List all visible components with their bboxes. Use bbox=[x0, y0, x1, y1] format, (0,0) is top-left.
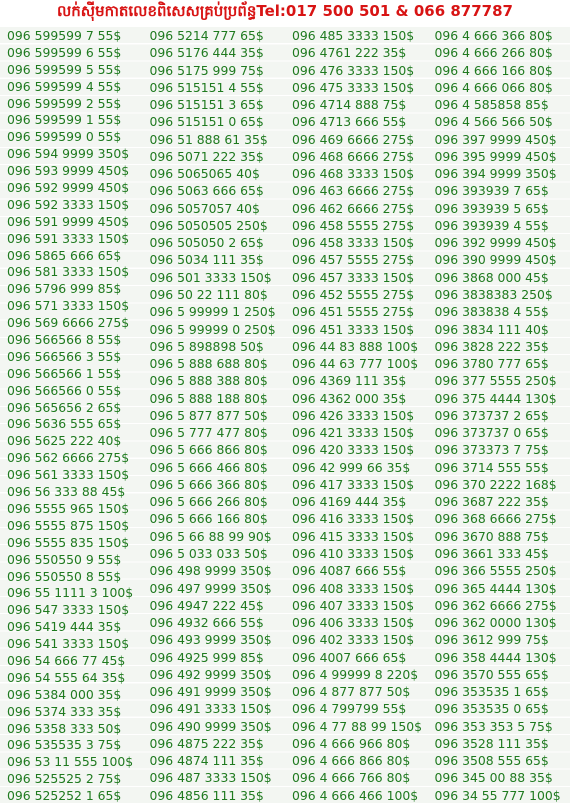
list-item: 096 395 9999 450$ bbox=[434, 148, 557, 164]
list-item: 096 498 9999 350$ bbox=[149, 563, 272, 579]
list-item: 096 373737 2 65$ bbox=[434, 407, 549, 423]
list-item: 096 599599 0 55$ bbox=[7, 129, 122, 145]
list-item: 096 457 5555 275$ bbox=[292, 252, 415, 268]
list-item: 096 408 3333 150$ bbox=[292, 580, 415, 596]
list-item: 096 5034 111 35$ bbox=[149, 252, 264, 268]
list-item: 096 3714 555 55$ bbox=[434, 459, 549, 475]
list-item: 096 4 877 877 50$ bbox=[292, 684, 411, 700]
list-item: 096 5419 444 35$ bbox=[7, 619, 122, 635]
list-item: 096 593 9999 450$ bbox=[7, 163, 130, 179]
list-item: 096 406 3333 150$ bbox=[292, 615, 415, 631]
list-item: 096 5 033 033 50$ bbox=[149, 545, 268, 561]
list-item: 096 4 666 166 80$ bbox=[434, 62, 553, 78]
list-item: 096 491 9999 350$ bbox=[149, 684, 272, 700]
list-item: 096 550550 9 55$ bbox=[7, 551, 122, 567]
list-item: 096 4713 666 55$ bbox=[292, 114, 407, 130]
list-item: 096 3868 000 45$ bbox=[434, 269, 549, 285]
list-item: 096 5 66 88 99 90$ bbox=[149, 528, 272, 544]
column-2 bbox=[143, 27, 286, 804]
list-item: 096 4 666 066 80$ bbox=[434, 79, 553, 95]
list-item: 096 561 3333 150$ bbox=[7, 467, 130, 483]
list-item: 096 5555 875 150$ bbox=[7, 517, 130, 533]
list-item: 096 4856 111 35$ bbox=[149, 787, 264, 803]
list-item: 096 4087 666 55$ bbox=[292, 563, 407, 579]
list-item: 096 3834 111 40$ bbox=[434, 321, 549, 337]
list-item: 096 4 99999 8 220$ bbox=[292, 666, 419, 682]
list-item: 096 5063 666 65$ bbox=[149, 183, 264, 199]
list-item: 096 56 333 88 45$ bbox=[7, 484, 126, 500]
list-item: 096 5 777 477 80$ bbox=[149, 425, 268, 441]
list-item: 096 535535 3 75$ bbox=[7, 737, 122, 753]
list-item: 096 366 5555 250$ bbox=[434, 563, 557, 579]
list-item: 096 5175 999 75$ bbox=[149, 62, 264, 78]
list-item: 096 345 00 88 35$ bbox=[434, 770, 553, 786]
list-item: 096 3828 222 35$ bbox=[434, 338, 549, 354]
list-item: 096 5384 000 35$ bbox=[7, 686, 122, 702]
list-item: 096 392 9999 450$ bbox=[434, 235, 557, 251]
list-item: 096 4007 666 65$ bbox=[292, 649, 407, 665]
list-item: 096 55 1111 3 100$ bbox=[7, 585, 134, 601]
list-item: 096 5 877 877 50$ bbox=[149, 407, 268, 423]
list-item: 096 353535 1 65$ bbox=[434, 684, 549, 700]
list-item: 096 3612 999 75$ bbox=[434, 632, 549, 648]
list-item: 096 383838 4 55$ bbox=[434, 304, 549, 320]
list-item: 096 497 9999 350$ bbox=[149, 580, 272, 596]
list-item: 096 5636 555 65$ bbox=[7, 416, 122, 432]
list-item: 096 3570 555 65$ bbox=[434, 666, 549, 682]
list-item: 096 547 3333 150$ bbox=[7, 602, 130, 618]
list-item: 096 591 3333 150$ bbox=[7, 230, 130, 246]
list-item: 096 5071 222 35$ bbox=[149, 148, 264, 164]
list-item: 096 393939 5 65$ bbox=[434, 200, 549, 216]
list-item: 096 397 9999 450$ bbox=[434, 131, 557, 147]
list-item: 096 4761 222 35$ bbox=[292, 45, 407, 61]
list-item: 096 5 666 166 80$ bbox=[149, 511, 268, 527]
list-item: 096 3661 333 45$ bbox=[434, 545, 549, 561]
list-item: 096 599599 2 55$ bbox=[7, 95, 122, 111]
list-item: 096 402 3333 150$ bbox=[292, 632, 415, 648]
list-item: 096 416 3333 150$ bbox=[292, 511, 415, 527]
list-item: 096 3670 888 75$ bbox=[434, 528, 549, 544]
list-item: 096 5865 666 65$ bbox=[7, 247, 122, 263]
list-item: 096 390 9999 450$ bbox=[434, 252, 557, 268]
list-item: 096 452 5555 275$ bbox=[292, 286, 415, 302]
list-item: 096 5 666 466 80$ bbox=[149, 459, 268, 475]
list-item: 096 426 3333 150$ bbox=[292, 407, 415, 423]
page-title-text: លក់ស៊ីមកាតលេខពិសេសគ្រប់ប្រព័ន្ធTel:017 500 501 & 066 877787 bbox=[57, 2, 513, 20]
list-item: 096 51 888 61 35$ bbox=[149, 131, 268, 147]
list-item: 096 525525 2 75$ bbox=[7, 771, 122, 787]
list-item: 096 353535 0 65$ bbox=[434, 701, 549, 717]
list-item: 096 393939 7 65$ bbox=[434, 183, 549, 199]
list-item: 096 525252 1 65$ bbox=[7, 788, 122, 804]
list-item: 096 44 83 888 100$ bbox=[292, 338, 419, 354]
list-item: 096 394 9999 350$ bbox=[434, 166, 557, 182]
list-item: 096 5 666 866 80$ bbox=[149, 442, 268, 458]
list-item: 096 368 6666 275$ bbox=[434, 511, 557, 527]
list-item: 096 491 3333 150$ bbox=[149, 701, 272, 717]
list-item: 096 562 6666 275$ bbox=[7, 450, 130, 466]
list-item: 096 458 3333 150$ bbox=[292, 235, 415, 251]
list-item: 096 599599 1 55$ bbox=[7, 112, 122, 128]
list-item: 096 5 888 388 80$ bbox=[149, 373, 268, 389]
list-item: 096 4874 111 35$ bbox=[149, 753, 264, 769]
list-item: 096 44 63 777 100$ bbox=[292, 356, 419, 372]
list-item: 096 565656 2 65$ bbox=[7, 399, 122, 415]
list-item: 096 410 3333 150$ bbox=[292, 545, 415, 561]
list-item: 096 5555 835 150$ bbox=[7, 534, 130, 550]
list-item: 096 5 888 188 80$ bbox=[149, 390, 268, 406]
list-item: 096 362 0000 130$ bbox=[434, 615, 557, 631]
list-item: 096 490 9999 350$ bbox=[149, 718, 272, 734]
list-item: 096 4 799799 55$ bbox=[292, 701, 407, 717]
list-item: 096 4925 999 85$ bbox=[149, 649, 264, 665]
list-item: 096 375 4444 130$ bbox=[434, 390, 557, 406]
list-item: 096 370 2222 168$ bbox=[434, 476, 557, 492]
page-title bbox=[0, 0, 570, 26]
list-item: 096 501 3333 150$ bbox=[149, 269, 272, 285]
column-3 bbox=[285, 27, 428, 804]
list-item: 096 485 3333 150$ bbox=[292, 28, 415, 43]
list-item: 096 54 555 64 35$ bbox=[7, 669, 126, 685]
list-item: 096 515151 3 65$ bbox=[149, 97, 264, 113]
list-item: 096 358 4444 130$ bbox=[434, 649, 557, 665]
list-item: 096 4 666 366 80$ bbox=[434, 28, 553, 43]
list-item: 096 4 666 466 100$ bbox=[292, 787, 419, 803]
list-item: 096 420 3333 150$ bbox=[292, 442, 415, 458]
list-item: 096 566566 3 55$ bbox=[7, 348, 122, 364]
list-item: 096 393939 4 55$ bbox=[434, 217, 549, 233]
list-item: 096 592 3333 150$ bbox=[7, 196, 130, 212]
list-item: 096 377 5555 250$ bbox=[434, 373, 557, 389]
list-item: 096 515151 0 65$ bbox=[149, 114, 264, 130]
list-item: 096 3528 111 35$ bbox=[434, 735, 549, 751]
list-item: 096 4369 111 35$ bbox=[292, 373, 407, 389]
list-item: 096 599599 6 55$ bbox=[7, 44, 122, 60]
list-item: 096 415 3333 150$ bbox=[292, 528, 415, 544]
list-item: 096 34 55 777 100$ bbox=[434, 787, 561, 803]
list-item: 096 373373 7 75$ bbox=[434, 442, 549, 458]
list-item: 096 5555 965 150$ bbox=[7, 500, 130, 516]
list-item: 096 594 9999 350$ bbox=[7, 146, 130, 162]
list-item: 096 469 6666 275$ bbox=[292, 131, 415, 147]
column-4 bbox=[428, 27, 570, 804]
list-item: 096 505050 2 65$ bbox=[149, 235, 264, 251]
list-item: 096 5796 999 85$ bbox=[7, 281, 122, 297]
list-item: 096 421 3333 150$ bbox=[292, 425, 415, 441]
price-list bbox=[0, 27, 570, 804]
list-item: 096 3838383 250$ bbox=[434, 286, 553, 302]
list-item: 096 4932 666 55$ bbox=[149, 615, 264, 631]
list-item: 096 566566 8 55$ bbox=[7, 332, 122, 348]
list-item: 096 541 3333 150$ bbox=[7, 636, 130, 652]
list-item: 096 550550 8 55$ bbox=[7, 568, 122, 584]
list-item: 096 407 3333 150$ bbox=[292, 597, 415, 613]
list-item: 096 487 3333 150$ bbox=[149, 770, 272, 786]
list-item: 096 5176 444 35$ bbox=[149, 45, 264, 61]
list-item: 096 592 9999 450$ bbox=[7, 180, 130, 196]
column-1 bbox=[0, 27, 143, 804]
list-item: 096 515151 4 55$ bbox=[149, 79, 264, 95]
list-item: 096 5050505 250$ bbox=[149, 217, 268, 233]
list-item: 096 3687 222 35$ bbox=[434, 494, 549, 510]
list-item: 096 4362 000 35$ bbox=[292, 390, 407, 406]
list-item: 096 451 5555 275$ bbox=[292, 304, 415, 320]
list-item: 096 4 666 866 80$ bbox=[292, 753, 411, 769]
list-item: 096 4169 444 35$ bbox=[292, 494, 407, 510]
list-item: 096 4 566 566 50$ bbox=[434, 114, 553, 130]
list-item: 096 451 3333 150$ bbox=[292, 321, 415, 337]
list-item: 096 462 6666 275$ bbox=[292, 200, 415, 216]
list-item: 096 458 5555 275$ bbox=[292, 217, 415, 233]
list-item: 096 4 666 766 80$ bbox=[292, 770, 411, 786]
list-item: 096 5 99999 1 250$ bbox=[149, 304, 276, 320]
list-item: 096 4 77 88 99 150$ bbox=[292, 718, 423, 734]
list-item: 096 417 3333 150$ bbox=[292, 476, 415, 492]
list-item: 096 4714 888 75$ bbox=[292, 97, 407, 113]
list-item: 096 599599 4 55$ bbox=[7, 78, 122, 94]
list-item: 096 571 3333 150$ bbox=[7, 298, 130, 314]
list-item: 096 4 666 966 80$ bbox=[292, 735, 411, 751]
list-item: 096 353 353 5 75$ bbox=[434, 718, 553, 734]
list-item: 096 5 888 688 80$ bbox=[149, 356, 268, 372]
list-item: 096 5 666 266 80$ bbox=[149, 494, 268, 510]
list-item: 096 566566 0 55$ bbox=[7, 382, 122, 398]
list-item: 096 457 3333 150$ bbox=[292, 269, 415, 285]
list-item: 096 42 999 66 35$ bbox=[292, 459, 411, 475]
list-item: 096 365 4444 130$ bbox=[434, 580, 557, 596]
list-item: 096 5625 222 40$ bbox=[7, 433, 122, 449]
list-item: 096 493 9999 350$ bbox=[149, 632, 272, 648]
list-item: 096 373737 0 65$ bbox=[434, 425, 549, 441]
list-item: 096 4 666 266 80$ bbox=[434, 45, 553, 61]
list-item: 096 54 666 77 45$ bbox=[7, 652, 126, 668]
list-item: 096 463 6666 275$ bbox=[292, 183, 415, 199]
list-item: 096 599599 5 55$ bbox=[7, 61, 122, 77]
list-item: 096 3508 555 65$ bbox=[434, 753, 549, 769]
list-item: 096 53 11 555 100$ bbox=[7, 754, 134, 770]
list-item: 096 5358 333 50$ bbox=[7, 720, 122, 736]
list-item: 096 50 22 111 80$ bbox=[149, 286, 268, 302]
list-item: 096 566566 1 55$ bbox=[7, 365, 122, 381]
list-item: 096 591 9999 450$ bbox=[7, 213, 130, 229]
list-item: 096 5 99999 0 250$ bbox=[149, 321, 276, 337]
list-item: 096 5057057 40$ bbox=[149, 200, 260, 216]
list-item: 096 5 898898 50$ bbox=[149, 338, 264, 354]
list-item: 096 599599 7 55$ bbox=[7, 28, 122, 43]
list-item: 096 475 3333 150$ bbox=[292, 79, 415, 95]
list-item: 096 5065065 40$ bbox=[149, 166, 260, 182]
list-item: 096 492 9999 350$ bbox=[149, 666, 272, 682]
list-item: 096 5 666 366 80$ bbox=[149, 476, 268, 492]
list-item: 096 4 585858 85$ bbox=[434, 97, 549, 113]
list-item: 096 4875 222 35$ bbox=[149, 735, 264, 751]
list-item: 096 5374 333 35$ bbox=[7, 703, 122, 719]
list-item: 096 4947 222 45$ bbox=[149, 597, 264, 613]
list-item: 096 581 3333 150$ bbox=[7, 264, 130, 280]
list-item: 096 476 3333 150$ bbox=[292, 62, 415, 78]
list-item: 096 569 6666 275$ bbox=[7, 315, 130, 331]
list-item: 096 362 6666 275$ bbox=[434, 597, 557, 613]
list-item: 096 468 6666 275$ bbox=[292, 148, 415, 164]
list-item: 096 468 3333 150$ bbox=[292, 166, 415, 182]
list-item: 096 5214 777 65$ bbox=[149, 28, 264, 43]
list-item: 096 3780 777 65$ bbox=[434, 356, 549, 372]
